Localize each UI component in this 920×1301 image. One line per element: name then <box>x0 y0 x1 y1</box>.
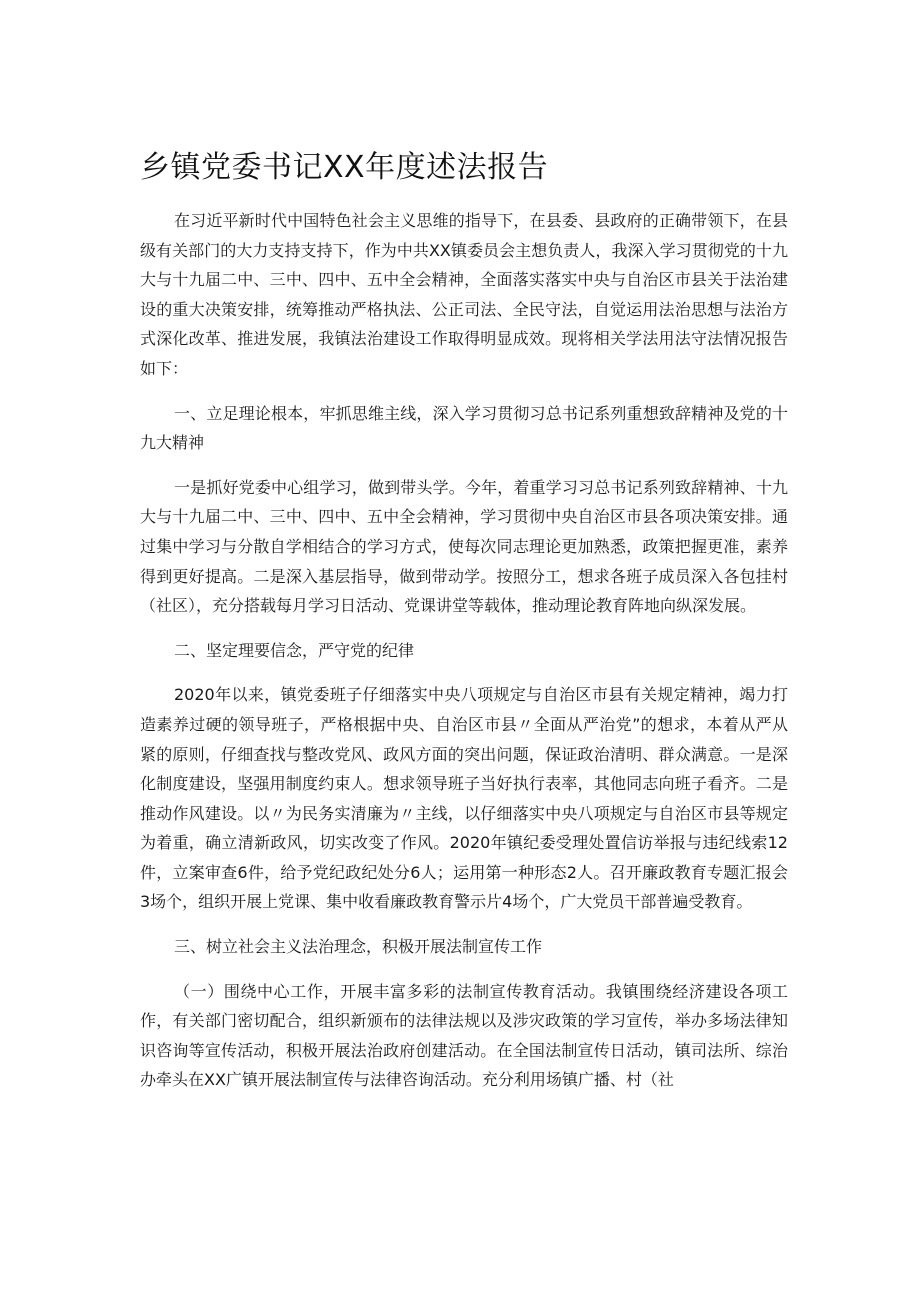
section-heading-2: 二、坚定理要信念，严守党的纪律 <box>174 640 415 660</box>
document-title: 乡镇党委书记XX年度述法报告 <box>140 150 549 185</box>
section-heading-3: 三、树立社会主义法治理念，积极开展法制宣传工作 <box>174 937 543 957</box>
section-3-paragraph: （一）围绕中心工作，开展丰富多彩的法制宣传教育活动。我镇围绕经济建设各项工作，有关部门密切配合，组织新颁布的法律法规以及涉灾政策的学习宣传，举办多场法律知识咨询等宣传活动，积极开展法治政府创建活动。在全国法制宣传日活动，镇司法所、综治办牵头在XX广镇开展法制宣传与法律咨询活动。充分利用场镇广播、村（社 <box>140 981 788 1090</box>
section-1-paragraph: 一是抓好党委中心组学习，做到带头学。今年，着重学习习总书记系列致辞精神、十九大与十九届二中、三中、四中、五中全会精神，学习贯彻中央自治区市县各项决策安排。通过集中学习与分散自学相结合的学习方式，使每次同志理论更加熟悉，政策把握更准，素养得到更好提高。二是深入基层指导，做到带动学。按照分工，想求各班子成员深入各包挂村（社区），充分搭载每月学习日活动、党课讲堂等载体，推动理论教育阵地向纵深发展。 <box>140 477 788 616</box>
document-body <box>140 206 788 1110</box>
section-heading-1: 一、立足理论根本，牢抓思维主线，深入学习贯彻习总书记系列重想致辞精神及党的十九大精神 <box>140 403 788 453</box>
section-2-paragraph: 2020年以来，镇党委班子仔细落实中央八项规定与自治区市县有关规定精神，竭力打造素养过硬的领导班子，严格根据中央、自治区市县〃全面从严治党”的想求，本着从严从紧的原则，仔细查找与整改党风、政风方面的突出问题，保证政治清明、群众满意。一是深化制度建设，坚强用制度约束人。想求领导班子当好执行表率，其他同志向班子看齐。二是推动作风建设。以〃为民务实清廉为〃主线，以仔细落实中央八项规定与自治区市县等规定为着重，确立清新政风，切实改变了作风。2020年镇纪委受理处置信访举报与违纪线索12件，立案审查6件，给予党纪政纪处分6人；运用第一种形态2人。召开廉政教育专题汇报会3场个，组织开展上党课、集中收看廉政教育警示片4场个，广大党员干部普遍受教育。 <box>140 685 788 912</box>
intro-paragraph: 在习近平新时代中国特色社会主义思维的指导下，在县委、县政府的正确带领下，在县级有关部门的大力支持支持下，作为中共XX镇委员会主想负责人，我深入学习贯彻党的十九大与十九届二中、三中、四中、五中全会精神，全面落实落实中央与自治区市县关于法治建设的重大决策安排，统筹推动严格执法、公正司法、全民守法，自觉运用法治思想与法治方式深化改革、推进发展，我镇法治建设工作取得明显成效。现将相关学法用法守法情况报告如下： <box>140 211 788 378</box>
